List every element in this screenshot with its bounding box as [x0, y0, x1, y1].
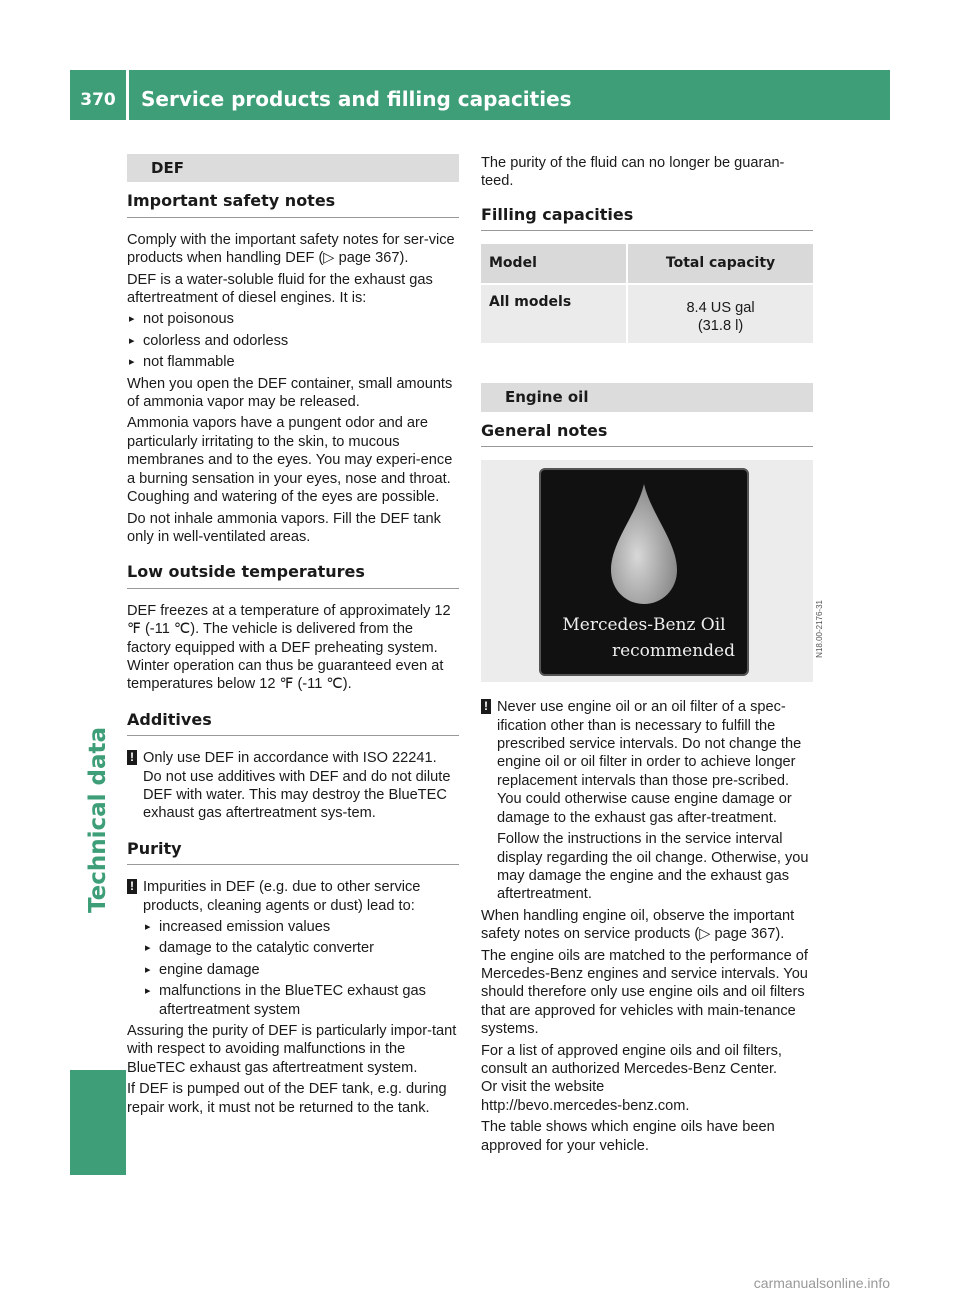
oil-label-line1: Mercedes-Benz Oil: [562, 615, 726, 636]
subsection-purity: Purity: [127, 840, 459, 865]
paragraph: When you open the DEF container, small amounts of ammonia vapor may be released.: [127, 375, 453, 411]
paragraph: When handling engine oil, observe the important safety notes on service products (▷ page 367).: [481, 907, 795, 943]
note-text: Impurities in DEF (e.g. due to other service products, cleaning agents or dust) lead to:: [143, 879, 421, 914]
capacity-value: 8.4 US gal: [686, 299, 755, 316]
paragraph: DEF freezes at a temperature of approximately 12 ℉ (-11 ℃). The vehicle is delivered from the factory equipped with a DEF preheating system. Winter operation can thus be guaranteed even at temperatures below 12 ℉ (-11 ℃).: [127, 602, 451, 693]
paragraph: For a list of approved engine oils and oil filters, consult an authorized Mercedes-Benz Center.: [481, 1042, 782, 1077]
table-cell-capacity: [627, 284, 813, 344]
capacity-table: [481, 244, 813, 343]
paragraph: The table shows which engine oils have been approved for your vehicle.: [481, 1119, 775, 1154]
paragraph: The engine oils are matched to the performance of Mercedes-Benz engines and service intervals. You should therefore only use engine oils and oil filters that are approved for vehicles with main-tenance systems.: [481, 947, 808, 1038]
list-item: ▸ increased emission values: [143, 918, 459, 936]
subsection-general-notes: General notes: [481, 422, 813, 447]
table-header-capacity: Total capacity: [627, 244, 813, 283]
left-column: [127, 154, 459, 1120]
capacity-value-metric: (31.8 l): [697, 318, 744, 335]
side-tab-label: Technical data: [85, 726, 111, 914]
paragraph: Do not inhale ammonia vapors. Fill the DEF tank only in well-ventilated areas.: [127, 510, 441, 545]
subsection-additives: Additives: [127, 711, 459, 736]
warning-icon: !: [481, 699, 491, 714]
list-item: ▸ malfunctions in the BlueTEC exhaust gas aftertreatment system: [143, 982, 459, 1019]
warning-icon: !: [127, 750, 137, 765]
table-row: [481, 284, 813, 344]
side-tab-marker: [70, 1070, 126, 1175]
subsection-safety-notes: Important safety notes: [127, 192, 459, 217]
paragraph: The purity of the fluid can no longer be guaran-teed.: [481, 155, 785, 190]
table-cell-model: All models: [481, 284, 627, 344]
warning-note: [127, 878, 459, 1019]
section-title-def: DEF: [127, 154, 459, 182]
list-item: ▸ not flammable: [127, 353, 459, 371]
website-link[interactable]: http://bevo.mercedes-benz.com.: [481, 1097, 690, 1114]
page-title: Service products and filling capacities: [129, 70, 890, 120]
right-column: [481, 154, 824, 1158]
oil-label-figure: [481, 460, 824, 682]
paragraph: Or visit the website: [481, 1079, 605, 1096]
figure-code: N18.00-2176-31: [815, 600, 824, 659]
side-tab: [70, 610, 126, 1030]
watermark: carmanualsonline.info: [753, 1275, 890, 1291]
warning-note: [127, 749, 459, 823]
list-item: ▸ engine damage: [143, 961, 459, 979]
paragraph: Comply with the important safety notes for ser-vice products when handling DEF (▷ page 367).: [127, 231, 455, 267]
oil-label-plate: [539, 468, 749, 676]
subsection-filling-capacities: Filling capacities: [481, 206, 813, 231]
section-title-engine-oil: Engine oil: [481, 383, 813, 411]
table-header-model: Model: [481, 244, 627, 283]
paragraph: Assuring the purity of DEF is particularly impor-tant with respect to avoiding malfunctions in the BlueTEC exhaust gas aftertreatment system.: [127, 1023, 457, 1076]
warning-icon: !: [127, 879, 137, 894]
page-number: 370: [70, 70, 126, 120]
paragraph: Ammonia vapors have a pungent odor and are particularly irritating to the skin, to mucous membranes and to the eyes. You may experi-ence a burning sensation in your eyes, nose and throat. Coughing and watering of the eyes are possible.: [127, 415, 453, 506]
oil-label-line2: recommended: [611, 641, 735, 662]
note-text: Never use engine oil or an oil filter of a spec-ification other than is necessary to fulfill the prescribed service intervals. Do not change the engine oil or oil filter in order to achieve longer replacement intervals than those pre-scribed. You could otherwise cause engine damage or damage to the exhaust gas after-treatment.: [497, 699, 802, 826]
list-item: ▸ damage to the catalytic converter: [143, 939, 459, 957]
list-item: ▸ not poisonous: [127, 310, 459, 328]
list-item: ▸ colorless and odorless: [127, 332, 459, 350]
note-text: Follow the instructions in the service interval display regarding the oil change. Otherwise, you may damage the engine and the exhaust gas aftertreatment.: [497, 831, 809, 903]
note-text: Only use DEF in accordance with ISO 22241. Do not use additives with DEF and do not dilute DEF with water. This may destroy the BlueTEC exhaust gas aftertreatment sys-tem.: [143, 750, 451, 822]
paragraph: DEF is a water-soluble fluid for the exhaust gas aftertreatment of diesel engines. It is:: [127, 271, 433, 307]
subsection-low-temperatures: Low outside temperatures: [127, 563, 459, 588]
paragraph: If DEF is pumped out of the DEF tank, e.g. during repair work, it must not be returned to the tank.: [127, 1081, 447, 1116]
warning-note: [481, 698, 813, 903]
